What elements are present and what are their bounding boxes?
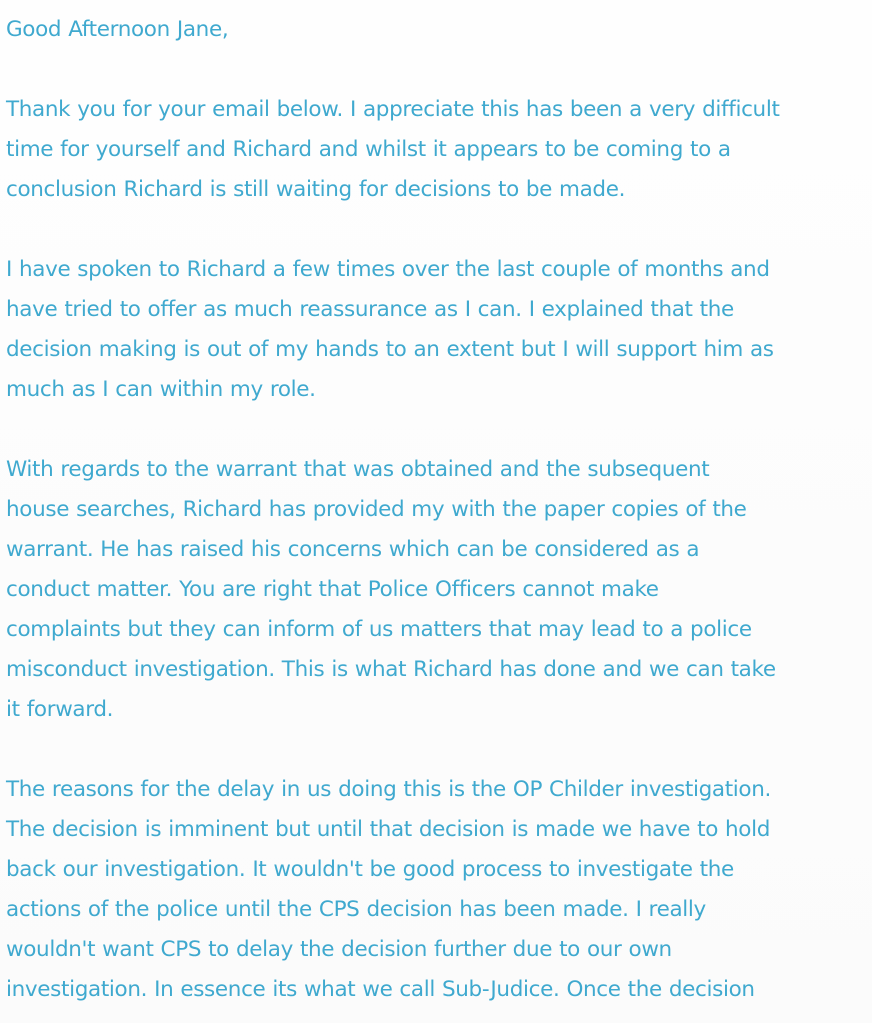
paragraph-line: time for yourself and Richard and whilst it appears to be coming to a [6, 137, 731, 162]
paragraph-3 [6, 450, 866, 730]
greeting: Good Afternoon Jane, [6, 17, 229, 42]
paragraph-spacer [6, 50, 866, 90]
paragraph-line: Thank you for your email below. I appreciate this has been a very difficult [6, 97, 780, 122]
paragraph-spacer [6, 730, 866, 770]
paragraph-line: it forward. [6, 697, 114, 722]
paragraph-1 [6, 90, 866, 210]
paragraph-spacer [6, 210, 866, 250]
paragraph-line: With regards to the warrant that was obtained and the subsequent [6, 457, 710, 482]
paragraph-line: conclusion Richard is still waiting for decisions to be made. [6, 177, 626, 202]
paragraph-line: decision making is out of my hands to an extent but I will support him as [6, 337, 774, 362]
paragraph-line: conduct matter. You are right that Police Officers cannot make [6, 577, 659, 602]
paragraph-line: actions of the police until the CPS decision has been made. I really [6, 897, 706, 922]
paragraph-line: complaints but they can inform of us matters that may lead to a police [6, 617, 752, 642]
paragraph-line: The decision is imminent but until that decision is made we have to hold [6, 817, 771, 842]
paragraph-line: have tried to offer as much reassurance as I can. I explained that the [6, 297, 734, 322]
letter-body [6, 10, 866, 1010]
paragraph-line: investigation. In essence its what we call Sub-Judice. Once the decision [6, 977, 755, 1002]
paragraph-line: back our investigation. It wouldn't be good process to investigate the [6, 857, 734, 882]
paragraph-4 [6, 770, 866, 1010]
paragraph-line: The reasons for the delay in us doing this is the OP Childer investigation. [6, 777, 771, 802]
paragraph-2 [6, 250, 866, 410]
paragraph-line: wouldn't want CPS to delay the decision further due to our own [6, 937, 672, 962]
paragraph-line: warrant. He has raised his concerns which can be considered as a [6, 537, 700, 562]
paragraph-spacer [6, 410, 866, 450]
paragraph-line: I have spoken to Richard a few times over the last couple of months and [6, 257, 770, 282]
paragraph-line: misconduct investigation. This is what Richard has done and we can take [6, 657, 776, 682]
paragraph-line: much as I can within my role. [6, 377, 316, 402]
paragraph-line: house searches, Richard has provided my with the paper copies of the [6, 497, 747, 522]
